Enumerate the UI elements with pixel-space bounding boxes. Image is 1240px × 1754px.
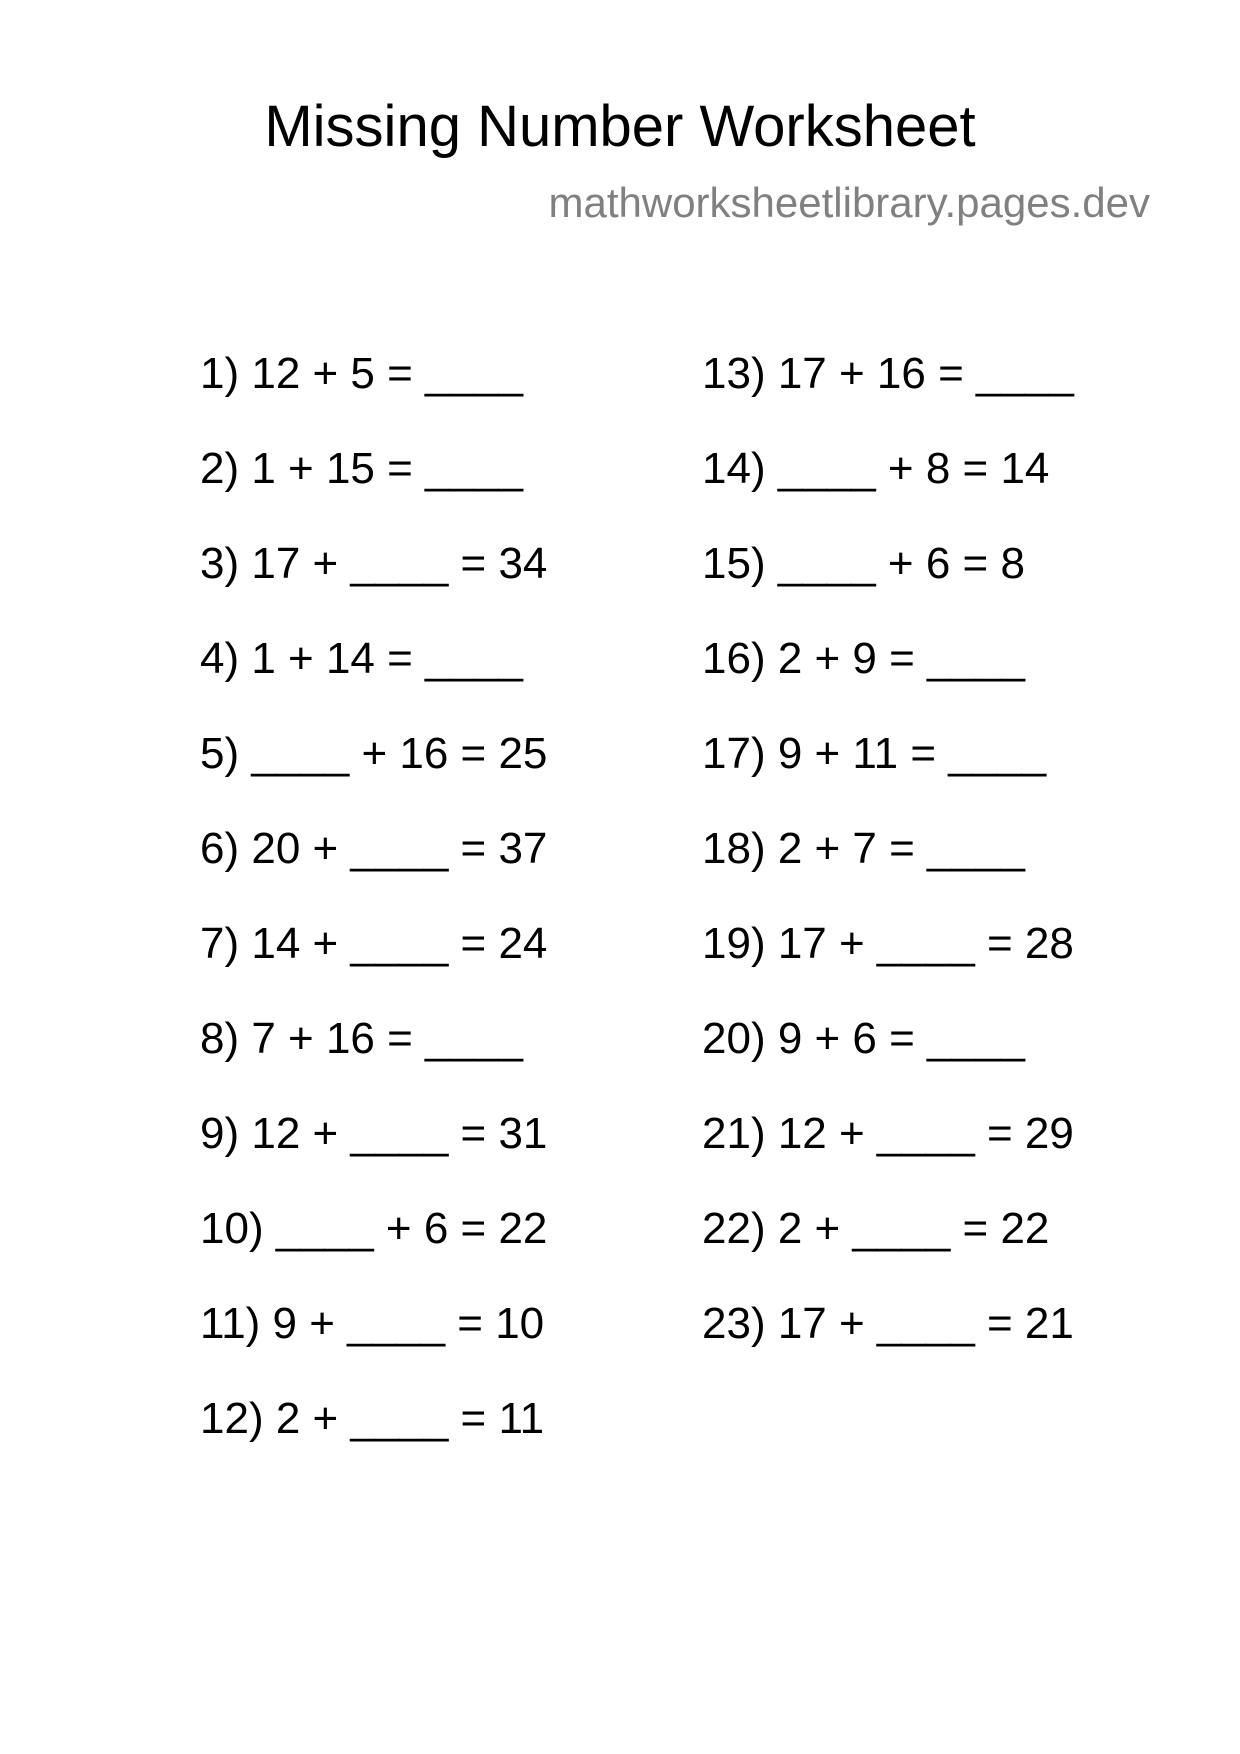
problem-list-left — [200, 349, 548, 1492]
problem-7: 7) 14 + ____ = 24 — [200, 919, 548, 968]
problem-20: 20) 9 + 6 = ____ — [702, 1014, 1025, 1063]
page-title: Missing Number Worksheet — [264, 94, 976, 159]
problem-2: 2) 1 + 15 = ____ — [200, 444, 523, 493]
source-url: mathworksheetlibrary.pages.dev — [548, 179, 1150, 226]
problem-3: 3) 17 + ____ = 34 — [200, 539, 548, 588]
problem-8: 8) 7 + 16 = ____ — [200, 1014, 523, 1063]
problem-4: 4) 1 + 14 = ____ — [200, 634, 523, 683]
problem-19: 19) 17 + ____ = 28 — [702, 919, 1074, 968]
problem-6: 6) 20 + ____ = 37 — [200, 824, 548, 873]
problem-15: 15) ____ + 6 = 8 — [702, 539, 1025, 588]
problem-16: 16) 2 + 9 = ____ — [702, 634, 1025, 683]
problem-1: 1) 12 + 5 = ____ — [200, 349, 523, 398]
problem-17: 17) 9 + 11 = ____ — [702, 729, 1047, 778]
problem-14: 14) ____ + 8 = 14 — [702, 444, 1050, 493]
problem-21: 21) 12 + ____ = 29 — [702, 1109, 1074, 1158]
problem-23: 23) 17 + ____ = 21 — [702, 1299, 1074, 1348]
problem-18: 18) 2 + 7 = ____ — [702, 824, 1025, 873]
problem-22: 22) 2 + ____ = 22 — [702, 1204, 1050, 1253]
problem-10: 10) ____ + 6 = 22 — [200, 1204, 548, 1253]
problem-9: 9) 12 + ____ = 31 — [200, 1109, 548, 1158]
problem-12: 12) 2 + ____ = 11 — [200, 1394, 545, 1443]
problem-5: 5) ____ + 16 = 25 — [200, 729, 548, 778]
problem-list-right — [702, 349, 1074, 1397]
problem-13: 13) 17 + 16 = ____ — [702, 349, 1074, 398]
problem-11: 11) 9 + ____ = 10 — [200, 1299, 545, 1348]
